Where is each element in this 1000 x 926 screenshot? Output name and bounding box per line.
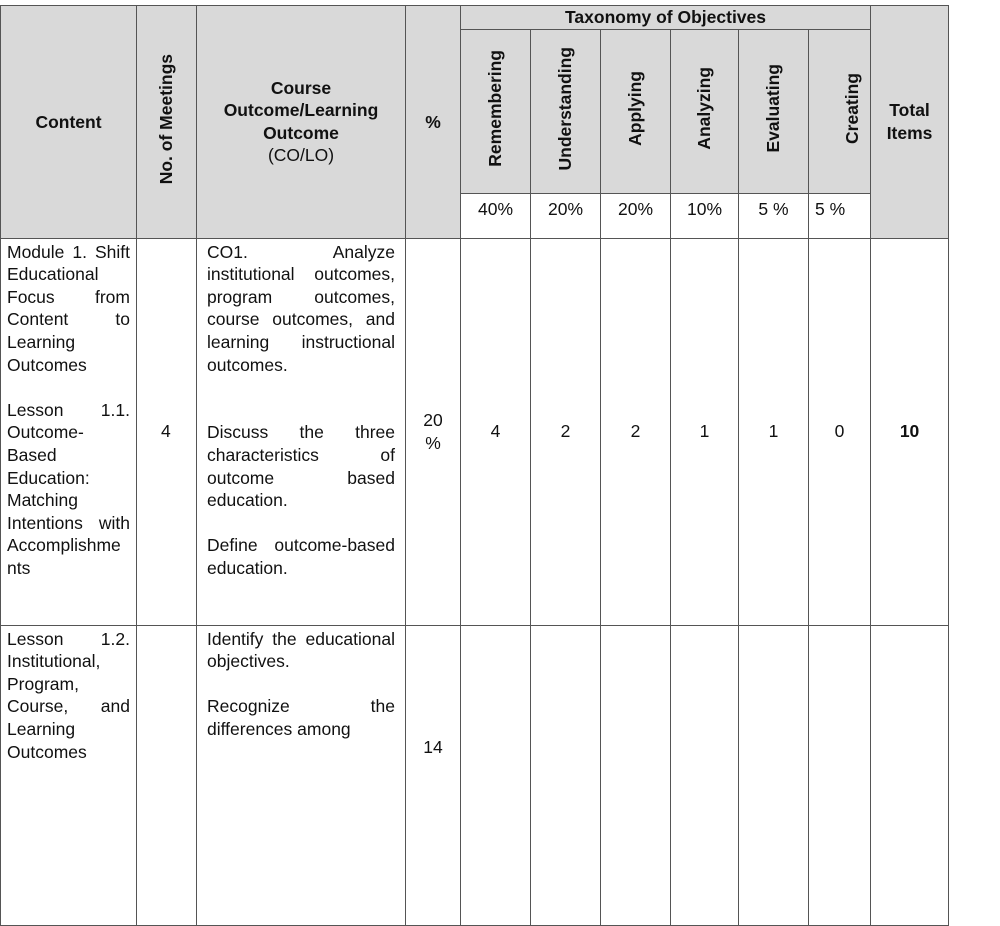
header-course-outcome: [197, 6, 406, 239]
header-content: Content: [1, 6, 137, 239]
header-percent: %: [406, 6, 461, 239]
count-evaluating: 1: [739, 238, 809, 625]
count-applying: [601, 625, 671, 925]
total-items-cell: [871, 625, 949, 925]
count-creating: [809, 625, 871, 925]
count-analyzing: 1: [671, 238, 739, 625]
header-total-items: Total Items: [871, 6, 949, 239]
table-row: [1, 238, 949, 625]
count-creating: 0: [809, 238, 871, 625]
outcome-text: Define outcome-based education.: [207, 535, 395, 578]
weight-understanding: 20%: [531, 193, 601, 238]
count-understanding: [531, 625, 601, 925]
weight-creating: 5 %: [809, 193, 871, 238]
module-text: Module 1. Shift Educational Focus from Content to Learning Outcomes: [7, 241, 130, 375]
outcome-text: CO1. Analyze institutional outcomes, program outcomes, course outcomes, and learning instructional outcomes.: [207, 241, 395, 375]
header-meetings: No. of Meetings: [137, 6, 197, 239]
table-row: [1, 625, 949, 925]
weight-analyzing: 10%: [671, 193, 739, 238]
header-evaluating: Evaluating: [739, 29, 809, 193]
lesson-text: Lesson 1.1. Outcome-Based Education: Matching Intentions with Accomplishments: [7, 399, 130, 578]
meetings-cell: 4: [137, 238, 197, 625]
content-cell: [1, 625, 137, 925]
header-applying: Applying: [601, 29, 671, 193]
count-analyzing: [671, 625, 739, 925]
percent-cell: 20 %: [406, 238, 461, 625]
count-remembering: 4: [461, 238, 531, 625]
header-understanding: Understanding: [531, 29, 601, 193]
total-items-cell: 10: [871, 238, 949, 625]
lesson-text: Lesson 1.2. Institutional, Program, Course, and Learning Outcomes: [7, 628, 130, 762]
header-co-title: Course Outcome/Learning Outcome: [223, 77, 379, 143]
header-co-abbrev: (CO/LO): [267, 145, 335, 166]
content-cell: [1, 238, 137, 625]
count-evaluating: [739, 625, 809, 925]
count-understanding: 2: [531, 238, 601, 625]
header-remembering: Remembering: [461, 29, 531, 193]
header-taxonomy: Taxonomy of Objectives: [461, 6, 871, 30]
count-remembering: [461, 625, 531, 925]
outcomes-cell: [197, 238, 406, 625]
weight-remembering: 40%: [461, 193, 531, 238]
outcome-text: Identify the educational objectives.: [207, 628, 395, 672]
meetings-cell: [137, 625, 197, 925]
header-analyzing: Analyzing: [671, 29, 739, 193]
outcome-text: Recognize the differences among: [207, 696, 395, 739]
weight-applying: 20%: [601, 193, 671, 238]
count-applying: 2: [601, 238, 671, 625]
outcomes-cell: [197, 625, 406, 925]
percent-cell: 14: [406, 625, 461, 925]
outcome-text: Discuss the three characteristics of outcome based education.: [207, 422, 395, 511]
weight-evaluating: 5 %: [739, 193, 809, 238]
table-of-specifications: [0, 5, 949, 926]
header-creating: Creating: [809, 29, 871, 193]
